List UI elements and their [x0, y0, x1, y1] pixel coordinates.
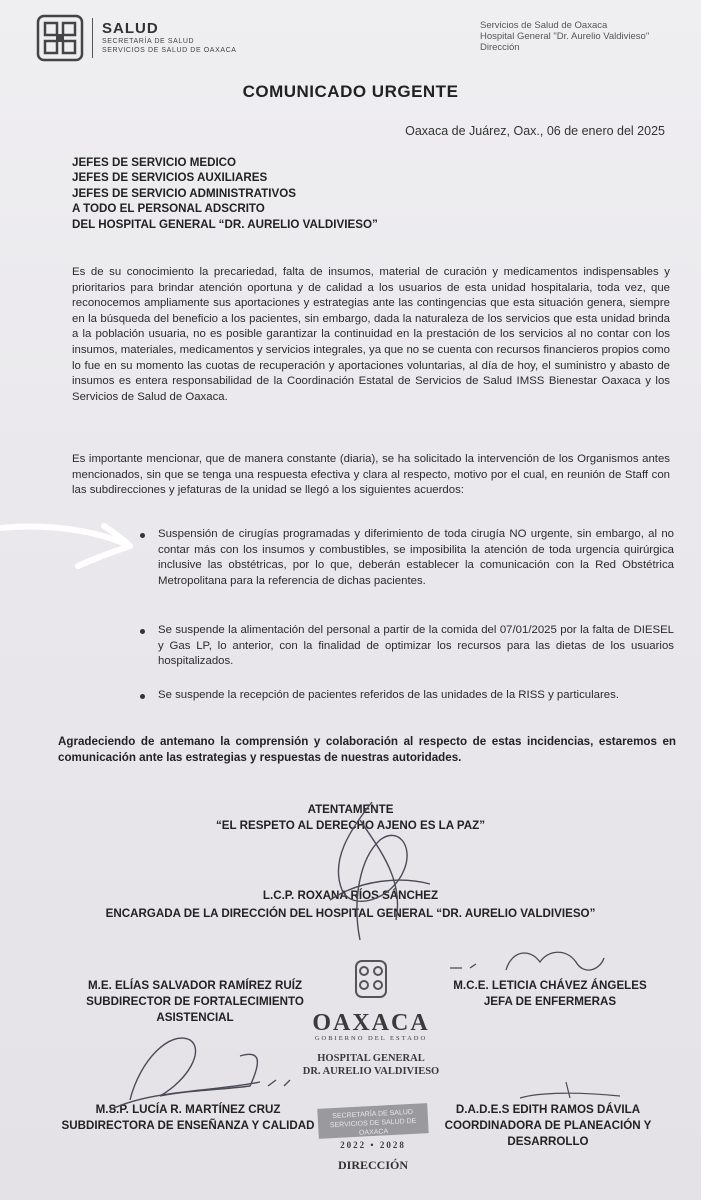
signatory-jefa-enfermeras: M.C.E. LETICIA CHÁVEZ ÁNGELES JEFA DE ENFERMERAS: [453, 979, 647, 1008]
bullet-icon: [140, 629, 145, 634]
body-paragraph-1: Es de su conocimiento la precariedad, falta de insumos, material de curación y medicamentos indispensables y prioritarios para brindar atención oportuna y de calidad a los usuarios de esta unidad hospitalaria, toda vez, que reconocemos ampliamente sus aportaciones y estrategias ante las contingencias que esta situación genera, siempre en la búsqueda del beneficio a los pacientes, sin embargo, dada la naturaleza de los servicios que esta unidad brinda a la población usuaria, no es posible garantizar la continuidad en la prestación de los servicios al no contar con los insumos, materiales, medicamentos y servicios integrales, ya que no se cuenta con recursos financieros propios como lo fue en su momento las cuotas de recuperación y aportaciones voluntarias, al día de hoy, el suministro y abasto de insumos es entera responsabilidad de la Coordinación Estatal de Servicios de Salud IMSS Bienestar Oaxaca y los Servicios de Salud de Oaxaca.: [72, 266, 670, 403]
addressee-line: DEL HOSPITAL GENERAL “DR. AURELIO VALDIVIESO”: [72, 217, 378, 231]
seal-gov: GOBIERNO DEL ESTADO: [314, 1035, 428, 1042]
stamp-office: DIRECCIÓN: [337, 1158, 408, 1172]
list-item: Se suspende la recepción de pacientes referidos de las unidades de la RISS y particulares.: [140, 688, 674, 704]
addressee-line: A TODO EL PERSONAL ADSCRITO: [72, 202, 265, 216]
document-title: COMUNICADO URGENTE: [242, 82, 459, 101]
oaxaca-seal: [296, 955, 446, 1078]
signatory-subdirectora-ensenanza: M.S.P. LUCÍA R. MARTÍNEZ CRUZ SUBDIRECTORA DE ENSEÑANZA Y CALIDAD: [61, 1103, 315, 1132]
header-divider: [92, 18, 93, 58]
list-item: Se suspende la alimentación del personal a partir de la comida del 07/01/2025 por la falta de DIESEL y Gas LP, lo anterior, con la finalidad de optimizar los recursos para las dietas de los usuarios hospitalizados.: [140, 623, 674, 670]
signatory-subdirector-fortalecimiento: M.E. ELÍAS SALVADOR RAMÍREZ RUÍZ SUBDIRECTOR DE FORTALECIMIENTO ASISTENCIAL: [86, 979, 304, 1024]
official-stamp: SECRETARÍA DE SALUD SERVICIOS DE SALUD DE OAXACA: [317, 1103, 428, 1139]
addressee-line: JEFES DE SERVICIOS AUXILIARES: [72, 171, 268, 185]
addressee-line: JEFES DE SERVICIO MEDICO: [72, 156, 237, 169]
signatory-coordinadora-planeacion: D.A.D.E.S EDITH RAMOS DÁVILA COORDINADORA DE PLANEACIÓN Y DESARROLLO: [444, 1103, 652, 1148]
agency-name: SALUD: [102, 20, 159, 37]
list-item: Suspensión de cirugías programadas y diferimiento de toda cirugía NO urgente, sin embargo, al no contar más con los insumos y combustibles, se imposibilita la atención de toda urgencia quirúrgica inclusive las obstétricas, por lo que, deberán establecer la comunicación con la Red Obstétrica Metropolitana para la referencia de dichas pacientes.: [140, 527, 674, 589]
header-right-info: Servicios de Salud de Oaxaca Hospital General "Dr. Aurelio Valdivieso" Dirección: [480, 20, 650, 53]
addressee-line: JEFES DE SERVICIO ADMINISTRATIVOS: [72, 186, 296, 200]
motto: “EL RESPETO AL DERECHO AJENO ES LA PAZ”: [215, 819, 486, 832]
body-paragraph-2: Es importante mencionar, que de manera constante (diaria), se ha solicitado la intervención de los Organismos antes mencionados, sin que se tenga una respuesta efectiva y clara al respecto, motivo por el cual, en reunión de Staff con las subdirecciones y jefaturas de la unidad se llegó a los siguientes acuerdos:: [72, 453, 670, 497]
stamp-years: 2022 • 2028: [340, 1140, 406, 1150]
seal-state: OAXACA: [312, 1010, 430, 1036]
closing-paragraph: Agradeciendo de antemano la comprensión y colaboración al respecto de estas incidencias, estaremos en comunicación ante las estrategias y respuestas de nuestras autoridades.: [58, 735, 676, 764]
addressees: [72, 155, 378, 232]
ensenanza-signature-icon: [110, 1038, 290, 1110]
agency-subtitle: SECRETARÍA DE SALUD SERVICIOS DE SALUD DE OAXACA: [102, 38, 237, 54]
enfermeras-signature-icon: [450, 952, 604, 970]
bullet-icon: [140, 694, 145, 699]
director-role: ENCARGADA DE LA DIRECCIÓN DEL HOSPITAL GENERAL “DR. AURELIO VALDIVIESO”: [105, 907, 596, 920]
director-name: L.C.P. ROXANA RÍOS SÁNCHEZ: [262, 889, 439, 902]
salud-logo-icon: [36, 14, 84, 62]
bullet-icon: [140, 533, 145, 538]
arrow-annotation-icon: [0, 526, 130, 566]
planeacion-signature-icon: [520, 1082, 620, 1098]
atentamente: ATENTAMENTE: [307, 803, 394, 816]
document-date: Oaxaca de Juárez, Oax., 06 de enero del 2025: [405, 124, 665, 138]
state-emblem-icon: [296, 955, 446, 1005]
seal-hospital: HOSPITAL GENERAL DR. AURELIO VALDIVIESO: [302, 1053, 440, 1077]
